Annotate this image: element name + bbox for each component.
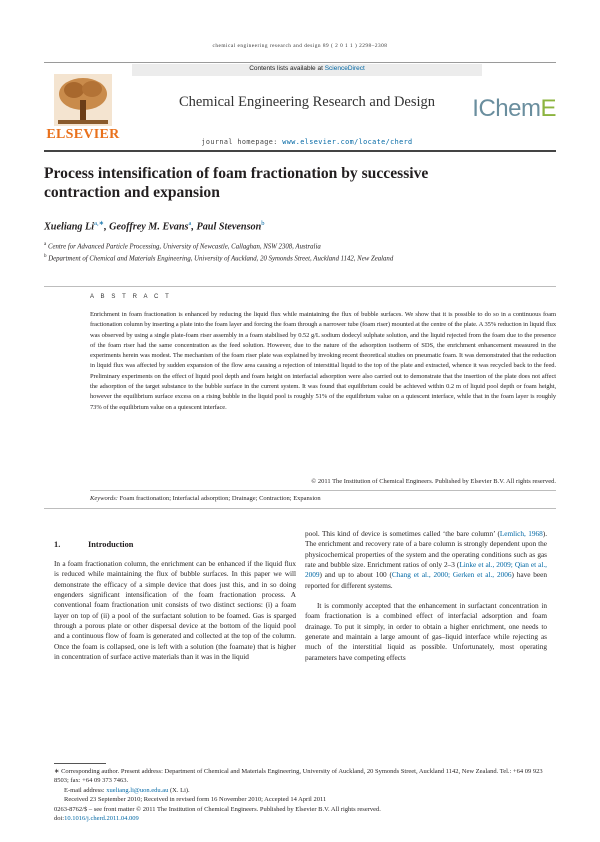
keywords-list: Foam fractionation; Interfacial adsorption; Drainage; Contraction; Expansion — [119, 495, 321, 502]
section-heading-introduction — [54, 540, 133, 549]
contents-line — [132, 65, 482, 72]
email-note — [54, 786, 556, 795]
journal-title: Chemical Engineering Research and Design — [178, 94, 436, 110]
affiliation-mark: b — [44, 254, 47, 259]
author-name[interactable]: Xueliang Li — [44, 221, 95, 233]
email-label: E-mail address: — [64, 786, 107, 794]
author-affiliation-mark[interactable]: a — [188, 220, 192, 227]
article-title — [44, 164, 534, 202]
affiliation-mark: a — [44, 242, 47, 247]
affiliation — [44, 254, 393, 262]
icheme-logo[interactable] — [472, 95, 556, 123]
email-suffix: (X. Li). — [168, 786, 190, 794]
masthead-top-rule — [44, 62, 556, 63]
issn-note: 0263-8762/$ – see front matter © 2011 The Institution of Chemical Engineers. Published by Elsevier B.V. All rights reserved. — [54, 805, 381, 813]
doi-link[interactable]: 10.1016/j.cherd.2011.04.009 — [64, 815, 139, 823]
text-run: ). The enrichment and recovery rate of a bare column is strongly dependent upon the physicochemical properties of the system and the operating conditions such as gas rate and bubble size. Enrichment ratios of only 2–3 ( — [305, 529, 547, 570]
elsevier-tree-icon — [54, 74, 112, 126]
abstract-heading: A B S T R A C T — [90, 294, 172, 300]
elsevier-logo[interactable] — [44, 68, 122, 148]
keywords-label: Keywords: — [90, 495, 118, 502]
icheme-logo-e: E — [540, 95, 556, 122]
abstract-text: Enrichment in foam fractionation is enhanced by reducing the liquid flux while maintaining the flux of bubble surfaces. We show that it is possible to do so in a continuous foam fractionation column by inserting a plate into the foam layer and forcing the foam through a narrower tube (foam riser) mounted at the centre of the plate. A 35% reduction in liquid flux was observed by using a single plate-foam riser assembly in a foam stabilised by 0.52 g/L sodium dodecyl sulphate solution, and the liquid rejected from the foam due to the presence of the foam riser had the same concentration as the feed solution. However, due to the nature of the adsorption isotherm of SDS, the enrichment enhancement measured in the experiments herein was modest. The mechanism of the foam riser plate was explained by invoking recent theoretical studies on pneumatic foam. It was demonstrated that the reduction in liquid flux was affected by sudden expansion of the flow area causing a rejection of interstitial liquid to the top of the plate and extracted, whence it was recycled back to the feed. Preliminary experiments on the effect of liquid pool depth and foam height on interfacial adsorption were also carried out to demonstrate that the insertion of the plate does not affect the adsorption of the target substance to the bubble surface in the current system. It was found that equilibrium could be achieved within 0.2 m of liquid pool depth or foam height, however the equilibrium surface excess on a rising bubble in the liquid pool is roughly 51% of the equilibrium value on a quiescent interface, while that in the foam layer is roughly 73% of the equilibrium value on a quiescent interface. — [90, 311, 556, 411]
author-name[interactable]: Paul Stevenson — [196, 221, 262, 233]
section-number: 1. — [54, 540, 61, 549]
corresponding-author-note: ∗ Corresponding author. Present address: Department of Chemical and Materials Engineering, University of Auckland, 20 Symonds Street, Auckland 1142, New Zealand. Tel.: +64 09 923 8503; fax: +64 09 373 7463. — [54, 768, 543, 785]
body-column-right — [305, 529, 547, 663]
icheme-logo-text: IChem — [472, 95, 541, 122]
article-title-line: Process intensification of foam fractionation by successive — [44, 165, 429, 182]
email-link[interactable]: xueliang.li@uon.edu.au — [106, 786, 169, 794]
section-title: Introduction — [88, 540, 134, 549]
citation-link[interactable]: Linke et al., 2009; Qian et al., 2009 — [305, 560, 547, 580]
journal-masthead — [44, 62, 556, 151]
sciencedirect-link[interactable]: ScienceDirect — [324, 65, 365, 72]
homepage-prefix: journal homepage: — [201, 138, 283, 146]
affiliation-text: Department of Chemical and Materials Engineering, University of Auckland, 20 Symonds Street, Auckland 1142, New Zealand — [48, 255, 394, 263]
citation-link[interactable]: Chang et al., 2000; Gerken et al., 2006 — [391, 570, 512, 580]
abstract-bottom-rule — [44, 508, 556, 509]
affiliation-text: Centre for Advanced Particle Processing, University of Newcastle, Callaghan, NSW 2308, Australia — [47, 243, 321, 251]
footnotes — [54, 767, 556, 823]
text-run: pool. This kind of device is sometimes called ‘the bare column’ ( — [305, 529, 500, 538]
keywords-rule — [90, 490, 556, 491]
body-column-left — [54, 559, 296, 662]
text-run: ) have been reported for different systems. — [305, 570, 548, 590]
abstract-top-rule — [44, 286, 556, 287]
citation-link[interactable]: Lemlich, 1968 — [499, 529, 543, 538]
doi-label: doi: — [54, 815, 65, 823]
author-affiliation-mark[interactable]: b — [261, 220, 265, 227]
journal-homepage — [132, 138, 482, 146]
abstract-copyright: © 2011 The Institution of Chemical Engineers. Published by Elsevier B.V. All rights reserved. — [311, 478, 556, 485]
masthead-bottom-rule — [44, 150, 556, 152]
homepage-link[interactable]: www.elsevier.com/locate/cherd — [282, 138, 413, 146]
article-title-line: contraction and expansion — [44, 184, 220, 201]
body-paragraph — [305, 529, 547, 591]
running-head: chemical engineering research and design 89 ( 2 0 1 1 ) 2298–2308 — [212, 43, 388, 49]
keywords — [90, 495, 321, 502]
publisher-name: ELSEVIER — [46, 127, 120, 142]
received-dates: Received 23 September 2010; Received in revised form 16 November 2010; Accepted 14 April 2011 — [64, 796, 327, 804]
doi-note — [54, 814, 556, 823]
author-affiliation-mark[interactable]: a,∗ — [94, 220, 105, 227]
text-run: ) and up to about 100 ( — [319, 570, 392, 580]
body-paragraph: In a foam fractionation column, the enrichment can be enhanced if the liquid flux is reduced while maintaining the flux of bubble surfaces. In this paper we will demonstrate the efficacy of a simple device that does just this, and in so doing engenders significant intensification of the foam fractionation process. A conventional foam fractionation unit consists of two distinct sections: (i) a foam layer on top of (ii) a pool of the surfactant solution to be foamed. Gas is sparged through a porous plate or other dispersal device at the bottom of the liquid pool and a continuous flow of foam is generated and collected at the top of the column. Once the foam is collapsed, one is left with a solution (the foamate) that is higher in concentration of surface active materials than it was in the liquid — [54, 559, 296, 662]
footnote-rule — [54, 763, 106, 764]
affiliation — [44, 242, 321, 250]
body-paragraph: It is commonly accepted that the enhancement in surfactant concentration in foam fractionation is a combined effect of interfacial adsorption and foam drainage. To put it simply, in order to obtain a higher enrichment, one needs to generate and maintain a large amount of gas–liquid interface while rejecting as much of the interstitial liquid as possible. Unfortunately, most operating parameters have competing effects — [305, 601, 547, 662]
contents-prefix: Contents lists available at — [249, 65, 325, 72]
author-name[interactable]: Geoffrey M. Evans — [109, 221, 189, 233]
author-list: Xueliang $Li^{a,∗}$, Geoffrey M. Evans$^a$, Paul Stevenson$^b$ — [44, 220, 265, 233]
